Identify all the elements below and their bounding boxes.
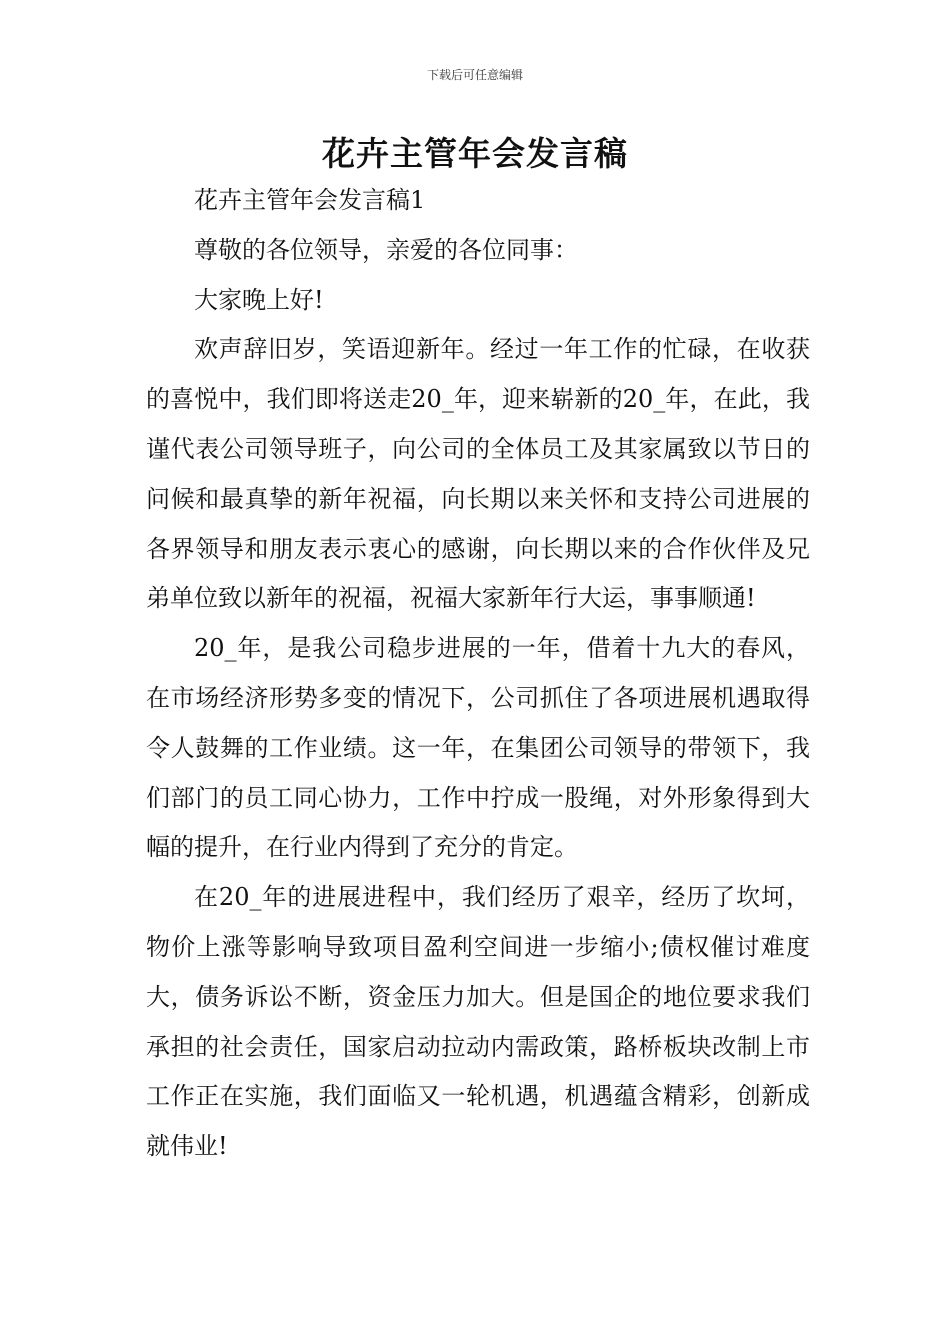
document-body	[146, 176, 810, 1172]
paragraph-challenges: 在20_年的进展进程中，我们经历了艰辛，经历了坎坷，物价上涨等影响导致项目盈利空间进一步缩小;债权催讨难度大，债务诉讼不断，资金压力加大。但是国企的地位要求我们承担的社会责任，国家启动拉动内需政策，路桥板块改制上市工作正在实施，我们面临又一轮机遇，机遇蕴含精彩，创新成就伟业!	[146, 883, 810, 1161]
paragraph-new-year: 欢声辞旧岁，笑语迎新年。经过一年工作的忙碌，在收获的喜悦中，我们即将送走20_年，迎来崭新的20_年，在此，我谨代表公司领导班子，向公司的全体员工及其家属致以节日的问候和最真挚的新年祝福，向长期以来关怀和支持公司进展的各界领导和朋友表示衷心的感谢，向长期以来的合作伙伴及兄弟单位致以新年的祝福，祝福大家新年行大运，事事顺通!	[146, 335, 810, 613]
header-note: 下载后可任意编辑	[426, 68, 523, 82]
salutation: 尊敬的各位领导，亲爱的各位同事：	[194, 235, 578, 264]
sub-heading: 花卉主管年会发言稿1	[194, 186, 426, 214]
paragraph-achievements: 20_年，是我公司稳步进展的一年，借着十九大的春风，在市场经济形势多变的情况下，公司抓住了各项进展机遇取得令人鼓舞的工作业绩。这一年，在集团公司领导的带领下，我们部门的员工同心协力，工作中拧成一股绳，对外形象得到大幅的提升，在行业内得到了充分的肯定。	[146, 634, 810, 862]
greeting: 大家晚上好!	[194, 285, 324, 314]
document-title: 花卉主管年会发言稿	[322, 134, 628, 173]
